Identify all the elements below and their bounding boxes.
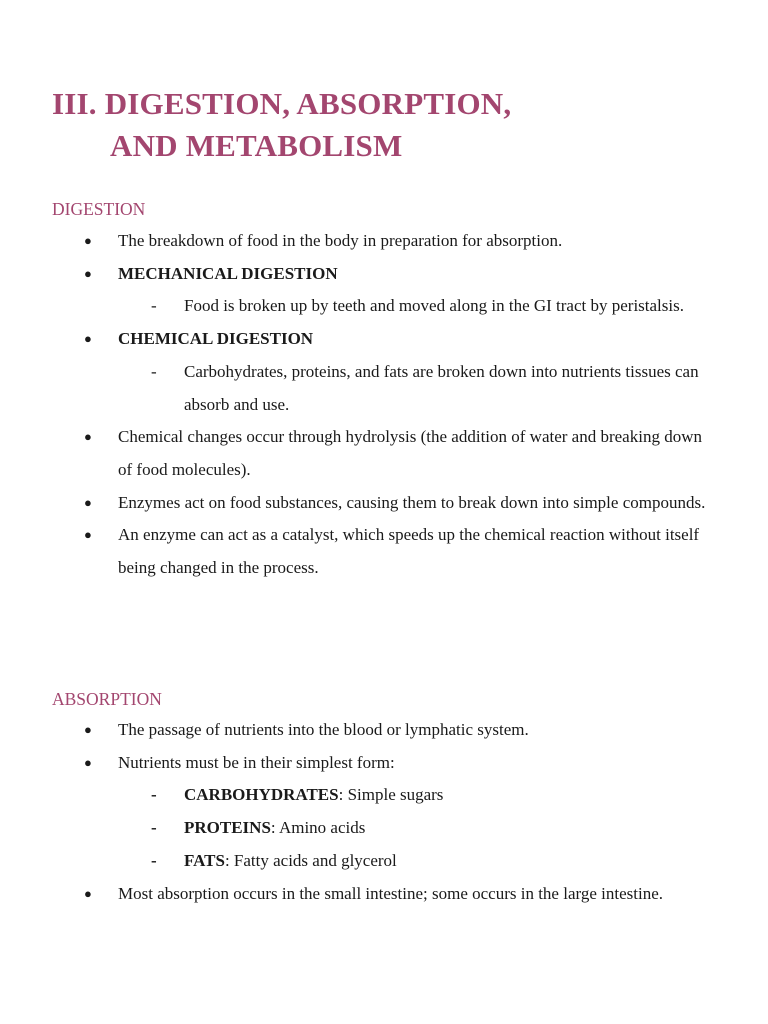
sub-list-item-text xyxy=(184,845,714,878)
absorption-list xyxy=(0,714,768,910)
list-item xyxy=(0,878,768,911)
nutrient-term: FATS xyxy=(184,850,225,870)
sub-list-item-text xyxy=(184,779,714,812)
sub-list-item xyxy=(0,779,768,812)
dash-icon: - xyxy=(151,296,157,316)
list-item-text: CHEMICAL DIGESTION xyxy=(118,329,314,349)
sub-list-item xyxy=(0,290,768,323)
bullet-icon: ● xyxy=(84,233,92,248)
nutrient-term: PROTEINS xyxy=(184,818,271,838)
list-item-text: MECHANICAL DIGESTION xyxy=(118,263,338,283)
sub-list-item-text xyxy=(184,812,714,845)
list-item-text: The passage of nutrients into the blood or lymphatic system. xyxy=(118,720,529,739)
bullet-icon: ● xyxy=(84,265,92,281)
list-item-text: Most absorption occurs in the small intestine; some occurs in the large intestine. xyxy=(118,883,663,903)
list-item-text: The breakdown of food in the body in preparation for absorption. xyxy=(118,231,563,250)
sub-list-item xyxy=(0,356,768,421)
sub-list-item xyxy=(0,845,768,878)
dash-icon: - xyxy=(151,850,157,870)
bullet-icon: ● xyxy=(84,885,92,901)
bullet-icon: ● xyxy=(84,722,92,737)
nutrient-term: CARBOHYDRATES xyxy=(184,785,339,805)
list-item xyxy=(0,714,768,747)
sub-list-item-text: Carbohydrates, proteins, and fats are broken down into nutrients tissues can absorb and use. xyxy=(184,361,699,414)
list-item-text: Chemical changes occur through hydrolysis (the addition of water and breaking down of food molecules). xyxy=(118,427,702,479)
title-line-1: III. DIGESTION, ABSORPTION, xyxy=(52,86,512,121)
list-item-text: Enzymes act on food substances, causing them to break down into simple compounds. xyxy=(118,492,706,512)
list-item xyxy=(0,421,768,486)
nutrient-definition: : Amino acids xyxy=(270,818,366,838)
nutrient-definition: : Simple sugars xyxy=(338,785,444,805)
dash-icon: - xyxy=(151,818,157,838)
sub-list-item-text: Food is broken up by teeth and moved along in the GI tract by peristalsis. xyxy=(184,296,684,316)
nutrient-definition: : Fatty acids and glycerol xyxy=(224,850,397,870)
list-item xyxy=(0,747,768,780)
bullet-icon: ● xyxy=(84,429,92,445)
list-item xyxy=(0,258,768,291)
list-item xyxy=(0,487,768,520)
list-item xyxy=(0,225,768,258)
bullet-icon: ● xyxy=(84,494,92,510)
bullet-icon: ● xyxy=(84,527,92,543)
dash-icon: - xyxy=(151,785,157,805)
section-heading-absorption: ABSORPTION xyxy=(52,689,162,709)
list-item-text: An enzyme can act as a catalyst, which speeds up the chemical reaction without itself being changed in the process. xyxy=(118,525,700,578)
list-item-text: Nutrients must be in their simplest form: xyxy=(118,752,395,772)
dash-icon: - xyxy=(151,361,157,381)
title-line-2: AND METABOLISM xyxy=(110,128,403,163)
page-title xyxy=(52,83,511,167)
list-item xyxy=(0,519,768,584)
digestion-list xyxy=(0,225,768,585)
list-item xyxy=(0,323,768,356)
bullet-icon: ● xyxy=(84,331,92,347)
bullet-icon: ● xyxy=(84,754,92,770)
section-heading-digestion: DIGESTION xyxy=(52,199,146,219)
sub-list-item xyxy=(0,812,768,845)
